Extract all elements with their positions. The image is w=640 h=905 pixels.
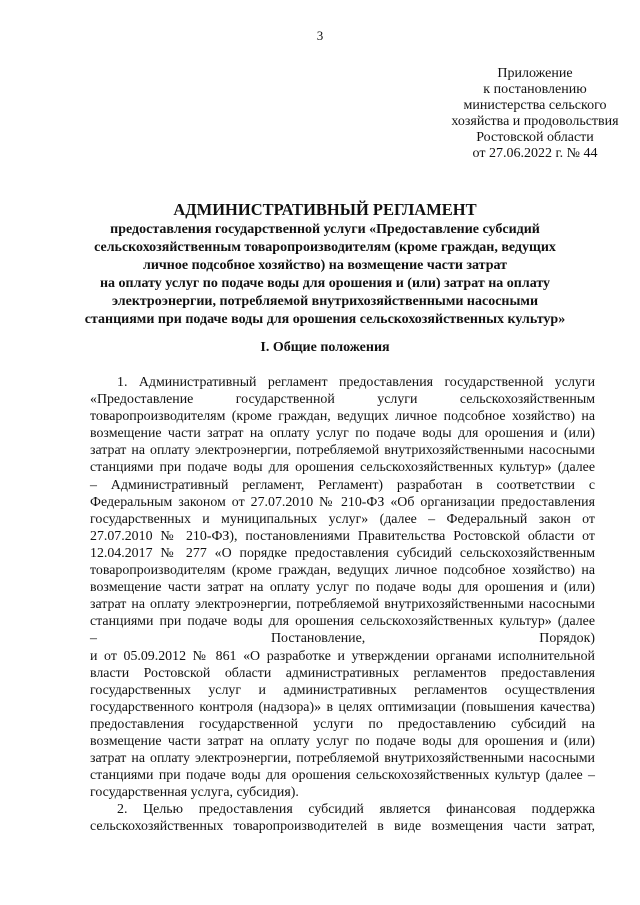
body-line: государственных и муниципальных услуг» (далее – Федеральный закон от <box>90 511 595 527</box>
body-line: власти Ростовской области административных регламентов предоставления <box>90 665 595 681</box>
body-line: и от 05.09.2012 № 861 «О разработке и утверждении органами исполнительной <box>90 648 595 664</box>
body-line: государственных услуг и административных регламентов осуществления <box>90 682 595 698</box>
body-line: Федеральным законом от 27.07.2010 № 210-ФЗ «Об организации предоставления <box>90 494 595 510</box>
body-line: – Постановление, Порядок) <box>90 631 595 647</box>
appendix-line: к постановлению <box>483 82 587 97</box>
body-line: возмещение части затрат на оплату услуг по подаче воды для орошения и (или) <box>90 580 595 596</box>
body-line: станциями при подаче воды для орошения сельскохозяйственных культур» (далее <box>90 614 595 630</box>
body-line: станциями при подаче воды для орошения сельскохозяйственных культур» (далее <box>90 460 595 476</box>
body-line: затрат на оплату электроэнергии, потребляемой внутрихозяйственными насосными <box>90 443 595 459</box>
body-line: 2. Целью предоставления субсидий является финансовая поддержка <box>117 802 595 818</box>
body-line: – Административный регламент, Регламент) разработан в соответствии с <box>90 477 595 493</box>
page-number: 3 <box>316 28 324 43</box>
appendix-block <box>405 66 640 162</box>
body-text <box>90 374 595 836</box>
body-line: затрат на оплату электроэнергии, потребляемой внутрихозяйственными насосными <box>90 597 595 613</box>
subtitle-line: личное подсобное хозяйство) на возмещение части затрат <box>142 258 508 273</box>
body-line: «Предоставление государственной услуги сельскохозяйственным <box>90 392 595 408</box>
body-line: товаропроизводителям (кроме граждан, ведущих личное подсобное хозяйство) на <box>90 563 595 579</box>
section-heading: I. Общие положения <box>260 340 390 355</box>
body-line: государственного контроля (надзора)» в целях оптимизации (повышения качества) <box>90 699 595 715</box>
appendix-line: Приложение <box>497 66 573 81</box>
body-line: 1. Административный регламент предоставления государственной услуги <box>117 375 595 390</box>
body-line: возмещение части затрат на оплату услуг по подаче воды для орошения и (или) <box>90 733 595 749</box>
appendix-line: хозяйства и продовольствия <box>451 114 619 129</box>
appendix-line: Ростовской области <box>476 130 594 145</box>
body-line: государственная услуга, субсидия). <box>90 785 299 801</box>
subtitle-line: сельскохозяйственным товаропроизводителям (кроме граждан, ведущих <box>94 240 556 255</box>
document-subtitle <box>58 221 592 329</box>
body-line: сельскохозяйственных товаропроизводителей в виде возмещения части затрат, <box>90 819 595 835</box>
document-title-block <box>58 200 592 329</box>
subtitle-line: предоставления государственной услуги «Предоставление субсидий <box>110 222 540 237</box>
subtitle-line: на оплату услуг по подаче воды для орошения и (или) затрат на оплату <box>99 276 551 291</box>
document-title: АДМИНИСТРАТИВНЫЙ РЕГЛАМЕНТ <box>173 200 477 219</box>
body-line: 27.07.2010 № 210-ФЗ), постановлениями Правительства Ростовской области от <box>90 528 595 544</box>
body-line: станциями при подаче воды для орошения сельскохозяйственных культур (далее – <box>90 768 595 784</box>
body-line: товаропроизводителям (кроме граждан, ведущих личное подсобное хозяйство) на <box>90 409 595 425</box>
appendix-line: от 27.06.2022 г. № 44 <box>472 146 598 161</box>
body-line: 12.04.2017 № 277 «О порядке предоставления субсидий сельскохозяйственным <box>90 545 595 561</box>
appendix-line: министерства сельского <box>463 98 607 113</box>
subtitle-line: станциями при подаче воды для орошения сельскохозяйственных культур» <box>84 312 566 327</box>
subtitle-line: электроэнергии, потребляемой внутрихозяйственными насосными <box>111 294 539 309</box>
body-line: затрат на оплату электроэнергии, потребляемой внутрихозяйственными насосными <box>90 751 595 767</box>
body-line: возмещение части затрат на оплату услуг по подаче воды для орошения и (или) <box>90 426 595 442</box>
body-line: предоставления государственной услуги по предоставлению субсидий на <box>90 716 595 732</box>
